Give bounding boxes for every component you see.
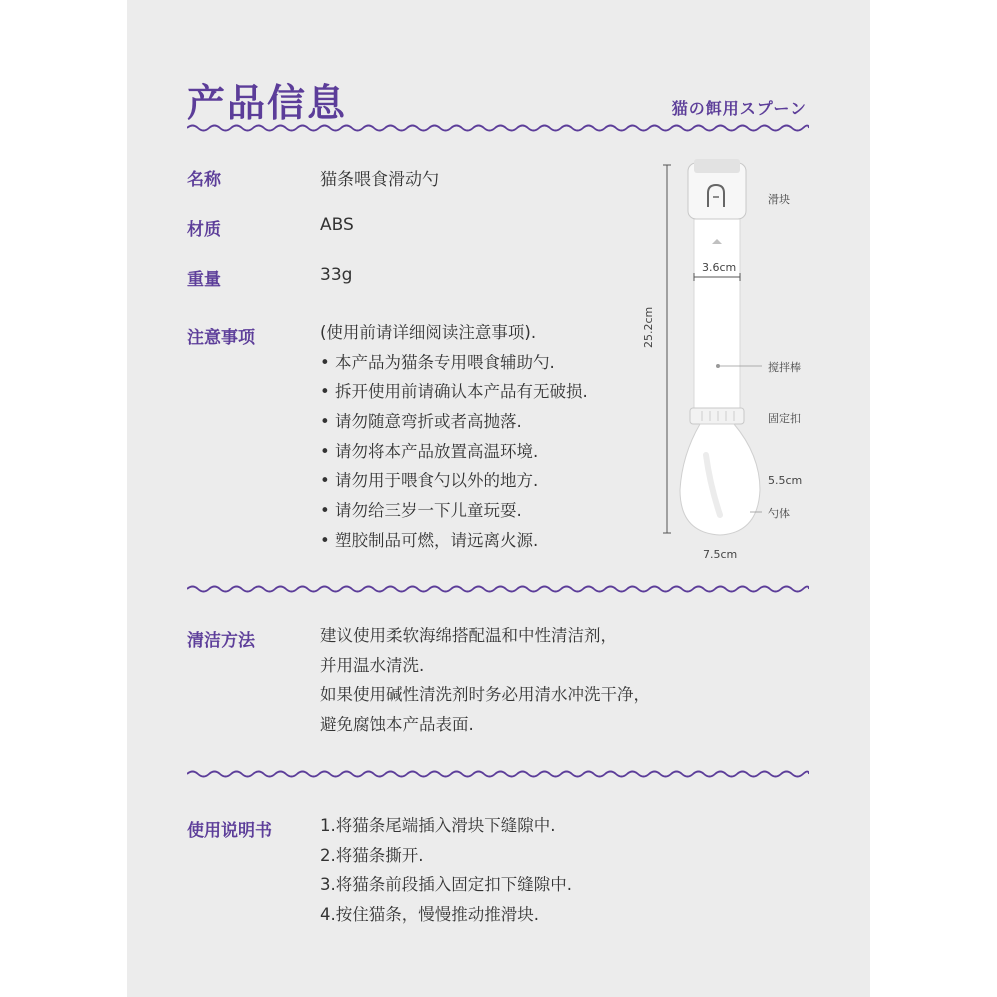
manual-line: 3.将猫条前段插入固定扣下缝隙中.: [320, 875, 572, 895]
width-top-annotation: 3.6cm: [702, 261, 737, 274]
notes-list: [320, 318, 588, 556]
manual-line: 2.将猫条撕开.: [320, 845, 424, 865]
notes-line: (使用前请详细阅读注意事项).: [320, 323, 537, 342]
cleaning-line: 并用温水清洗.: [320, 655, 425, 675]
weight-label: 重量: [187, 270, 221, 290]
manual-line: 1.将猫条尾端插入滑块下缝隙中.: [320, 816, 556, 835]
cleaning-line: 如果使用碱性清洗剂时务必用清水冲洗干净，: [320, 685, 650, 705]
clip-annotation: 固定扣: [768, 412, 801, 425]
name-value: 猫条喂食滑动勺: [320, 170, 439, 190]
length-dimension-line: [663, 165, 671, 533]
stir-rod-annotation: 搅拌棒: [768, 361, 801, 374]
cleaning-label: 清洁方法: [187, 631, 255, 651]
manual-label: 使用说明书: [187, 821, 272, 841]
material-value: ABS: [320, 215, 354, 235]
notes-line: • 请勿给三岁一下儿童玩耍.: [320, 501, 522, 521]
bowl-annotation: 勺体: [768, 507, 790, 520]
spoon-clip: [690, 408, 744, 424]
bowl-width-annotation: 5.5cm: [768, 474, 803, 487]
notes-line: • 塑胶制品可燃，请远离火源.: [320, 530, 539, 550]
material-label: 材质: [187, 220, 221, 240]
page-subtitle: 猫の餌用スプーン: [671, 99, 807, 118]
notes-line: • 请勿随意弯折或者高抛落.: [320, 412, 522, 432]
slider-annotation: 滑块: [768, 193, 790, 206]
wave-divider-bottom: [187, 769, 809, 779]
wave-divider-middle: [187, 584, 809, 594]
notes-line: • 拆开使用前请确认本产品有无破损.: [320, 382, 588, 402]
notes-line: • 请勿将本产品放置高温环境.: [320, 441, 539, 461]
spoon-bowl: [680, 424, 760, 535]
manual-list: [320, 811, 572, 930]
length-annotation: 25.2cm: [642, 306, 655, 348]
manual-line: 4.按住猫条，慢慢推动推滑块.: [320, 905, 539, 925]
cleaning-line: 建议使用柔软海绵搭配温和中性清洁剂，: [320, 626, 617, 645]
cleaning-line: 避免腐蚀本产品表面.: [320, 715, 474, 735]
name-label: 名称: [187, 170, 221, 190]
notes-line: • 本产品为猫条专用喂食辅助勺.: [320, 352, 555, 372]
wave-divider-top: [187, 123, 809, 133]
notes-line: • 请勿用于喂食勺以外的地方.: [320, 471, 539, 491]
weight-value: 33g: [320, 265, 353, 285]
notes-label: 注意事项: [187, 328, 255, 348]
page-title: 产品信息: [187, 81, 348, 125]
bowl-length-annotation: 7.5cm: [703, 548, 738, 561]
cleaning-list: [320, 621, 650, 740]
spoon-slider: [688, 159, 746, 219]
